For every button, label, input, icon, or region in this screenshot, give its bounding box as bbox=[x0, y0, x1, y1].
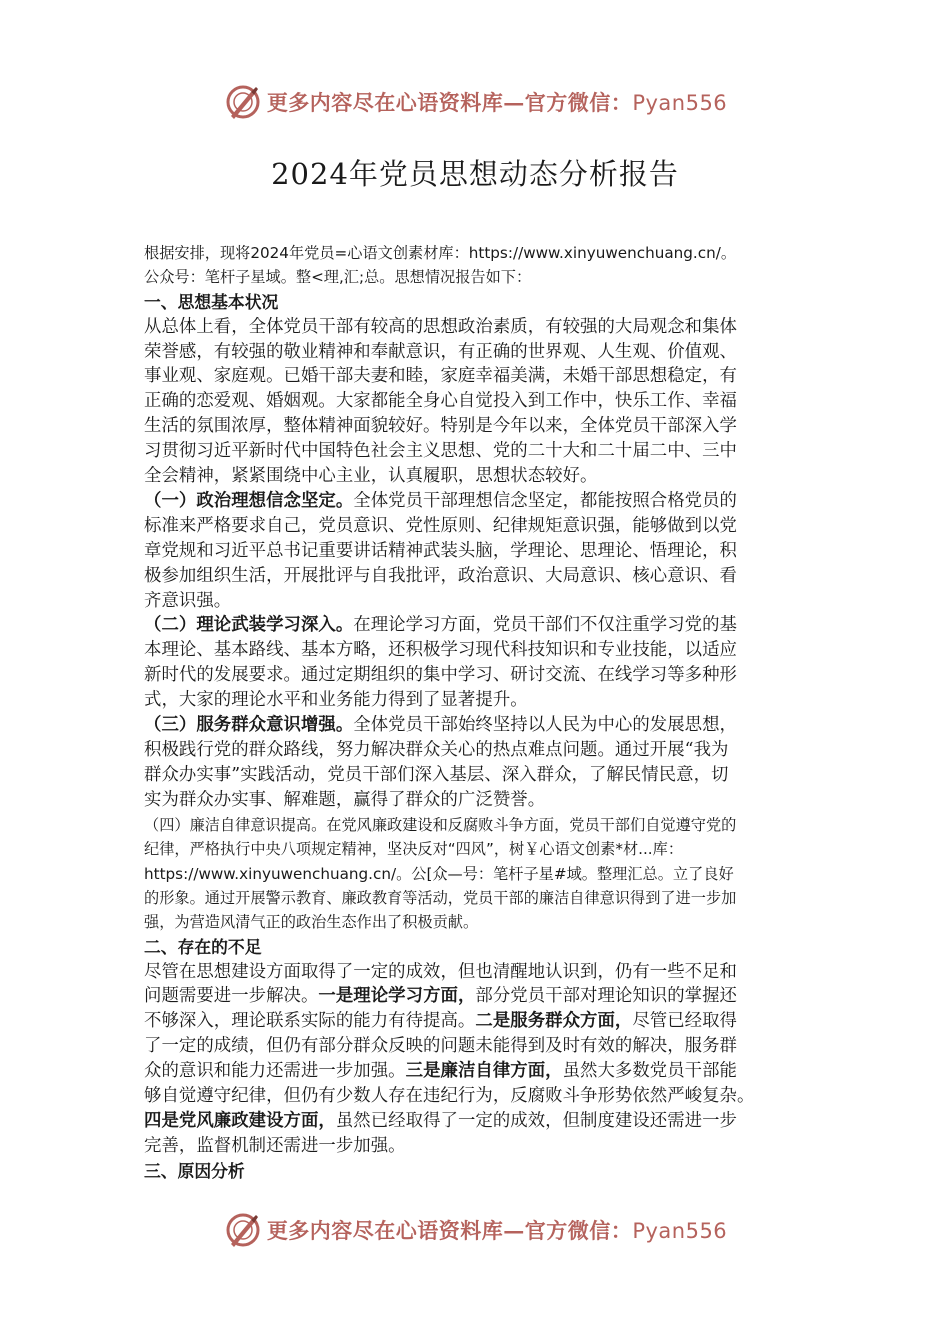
pen-logo-icon bbox=[223, 1210, 263, 1250]
paragraph-line: 新时代的发展要求。通过定期组织的集中学习、研讨交流、在线学习等多种形 bbox=[144, 665, 737, 686]
intro-line: 公众号：笔杆子星域。整<理,汇;总。思想情况报告如下： bbox=[144, 268, 532, 287]
section-heading: 一、思想基本状况 bbox=[144, 291, 279, 312]
section-heading: 二、存在的不足 bbox=[144, 936, 262, 957]
paragraph-line: 齐意识强。 bbox=[144, 590, 232, 611]
header-watermark-banner bbox=[0, 82, 950, 122]
paragraph-line: 强，为营造风清气正的政治生态作出了积极贡献。 bbox=[144, 913, 479, 932]
paragraph-line: 习贯彻习近平新时代中国特色社会主义思想、党的二十大和二十届二中、三中 bbox=[144, 441, 737, 462]
paragraph-line: 极参加组织生活，开展批评与自我批评，政治意识、大局意识、核心意识、看 bbox=[144, 565, 737, 586]
footer-watermark-banner bbox=[0, 1210, 950, 1250]
paragraph-line: 荣誉感，有较强的敬业精神和奉献意识，有正确的世界观、人生观、价值观、 bbox=[144, 341, 737, 362]
paragraph-line: 标准来严格要求自己，党员意识、党性原则、纪律规矩意识强，能够做到以党 bbox=[144, 515, 737, 536]
paragraph-line: 纪律，严格执行中央八项规定精神，坚决反对“四风”，树￥心语文创素*材...库： bbox=[144, 840, 684, 859]
paragraph-line: 了一定的成绩，但仍有部分群众反映的问题未能得到及时有效的解决，服务群 bbox=[144, 1036, 737, 1057]
paragraph-line: 从总体上看，全体党员干部有较高的思想政治素质，有较强的大局观念和集体 bbox=[144, 316, 737, 337]
paragraph-line: 完善，监督机制还需进一步加强。 bbox=[144, 1135, 406, 1156]
paragraph-line: 式，大家的理论水平和业务能力得到了显著提升。 bbox=[144, 690, 528, 711]
paragraph-line: 实为群众办实事、解难题，赢得了群众的广泛赞誉。 bbox=[144, 789, 546, 810]
paragraph-line: 本理论、基本路线、基本方略，还积极学习现代科技知识和专业技能，以适应 bbox=[144, 640, 737, 661]
pen-logo-icon bbox=[223, 82, 263, 122]
paragraph-line: https://www.xinyuwenchuang.cn/。公[众—号：笔杆子星#域。整理汇总。立了良好 bbox=[144, 864, 734, 883]
paragraph-line: 事业观、家庭观。已婚干部夫妻和睦，家庭幸福美满，未婚干部思想稳定，有 bbox=[144, 366, 737, 387]
subsection-line: （三）服务群众意识增强。全体党员干部始终坚持以人民为中心的发展思想， bbox=[144, 715, 737, 736]
paragraph-line: 全会精神，紧紧围绕中心主业，认真履职，思想状态较好。 bbox=[144, 466, 598, 487]
document-title: 2024年党员思想动态分析报告 bbox=[271, 157, 679, 191]
subsection-lead: （二）理论武装学习深入。 bbox=[144, 615, 354, 636]
subsection-line: （二）理论武装学习深入。在理论学习方面，党员干部们不仅注重学习党的基 bbox=[144, 615, 737, 636]
watermark-text: 更多内容尽在心语资料库—官方微信：Pyan556 bbox=[266, 90, 728, 115]
subsection-lead: （三）服务群众意识增强。 bbox=[144, 715, 354, 736]
paragraph-line: 尽管在思想建设方面取得了一定的成效，但也清醒地认识到，仍有一些不足和 bbox=[144, 961, 737, 982]
intro-line: 根据安排，现将2024年党员=心语文创素材库：https://www.xinyuwenchuang.cn/。 bbox=[144, 244, 737, 262]
subsection-line: （四）廉洁自律意识提高。在党风廉政建设和反腐败斗争方面，党员干部们自觉遵守党的 bbox=[144, 815, 737, 834]
paragraph-line: 积极践行党的群众路线，努力解决群众关心的热点难点问题。通过开展“我为 bbox=[144, 740, 729, 761]
section-heading: 三、原因分析 bbox=[144, 1160, 245, 1181]
watermark-text: 更多内容尽在心语资料库—官方微信：Pyan556 bbox=[266, 1218, 728, 1243]
subsection-lead: （一）政治理想信念坚定。 bbox=[144, 490, 354, 511]
paragraph-line: 群众办实事”实践活动，党员干部们深入基层、深入群众，了解民情民意，切 bbox=[144, 764, 729, 785]
document-body bbox=[144, 241, 816, 1184]
paragraph-line: 正确的恋爱观、婚姻观。大家都能全身心自觉投入到工作中，快乐工作、幸福 bbox=[144, 391, 737, 412]
paragraph-line: 生活的氛围浓厚，整体精神面貌较好。特别是今年以来，全体党员干部深入学 bbox=[144, 416, 737, 437]
paragraph-line: 章党规和习近平总书记重要讲话精神武装头脑，学理论、思理论、悟理论，积 bbox=[144, 540, 737, 561]
paragraph-line: 四是党风廉政建设方面，虽然已经取得了一定的成效，但制度建设还需进一步 bbox=[144, 1111, 737, 1131]
paragraph-line: 问题需要进一步解决。一是理论学习方面，部分党员干部对理论知识的掌握还 bbox=[144, 986, 738, 1007]
paragraph-line: 不够深入，理论联系实际的能力有待提高。二是服务群众方面，尽管已经取得 bbox=[144, 1011, 737, 1032]
paragraph-line: 够自觉遵守纪律，但仍有少数人存在违纪行为，反腐败斗争形势依然严峻复杂。 bbox=[144, 1086, 755, 1107]
subsection-line: （一）政治理想信念坚定。全体党员干部理想信念坚定，都能按照合格党员的 bbox=[144, 490, 737, 511]
paragraph-line: 的形象。通过开展警示教育、廉政教育等活动，党员干部的廉洁自律意识得到了进一步加 bbox=[144, 888, 737, 907]
paragraph-line: 众的意识和能力还需进一步加强。三是廉洁自律方面，虽然大多数党员干部能 bbox=[144, 1061, 738, 1082]
